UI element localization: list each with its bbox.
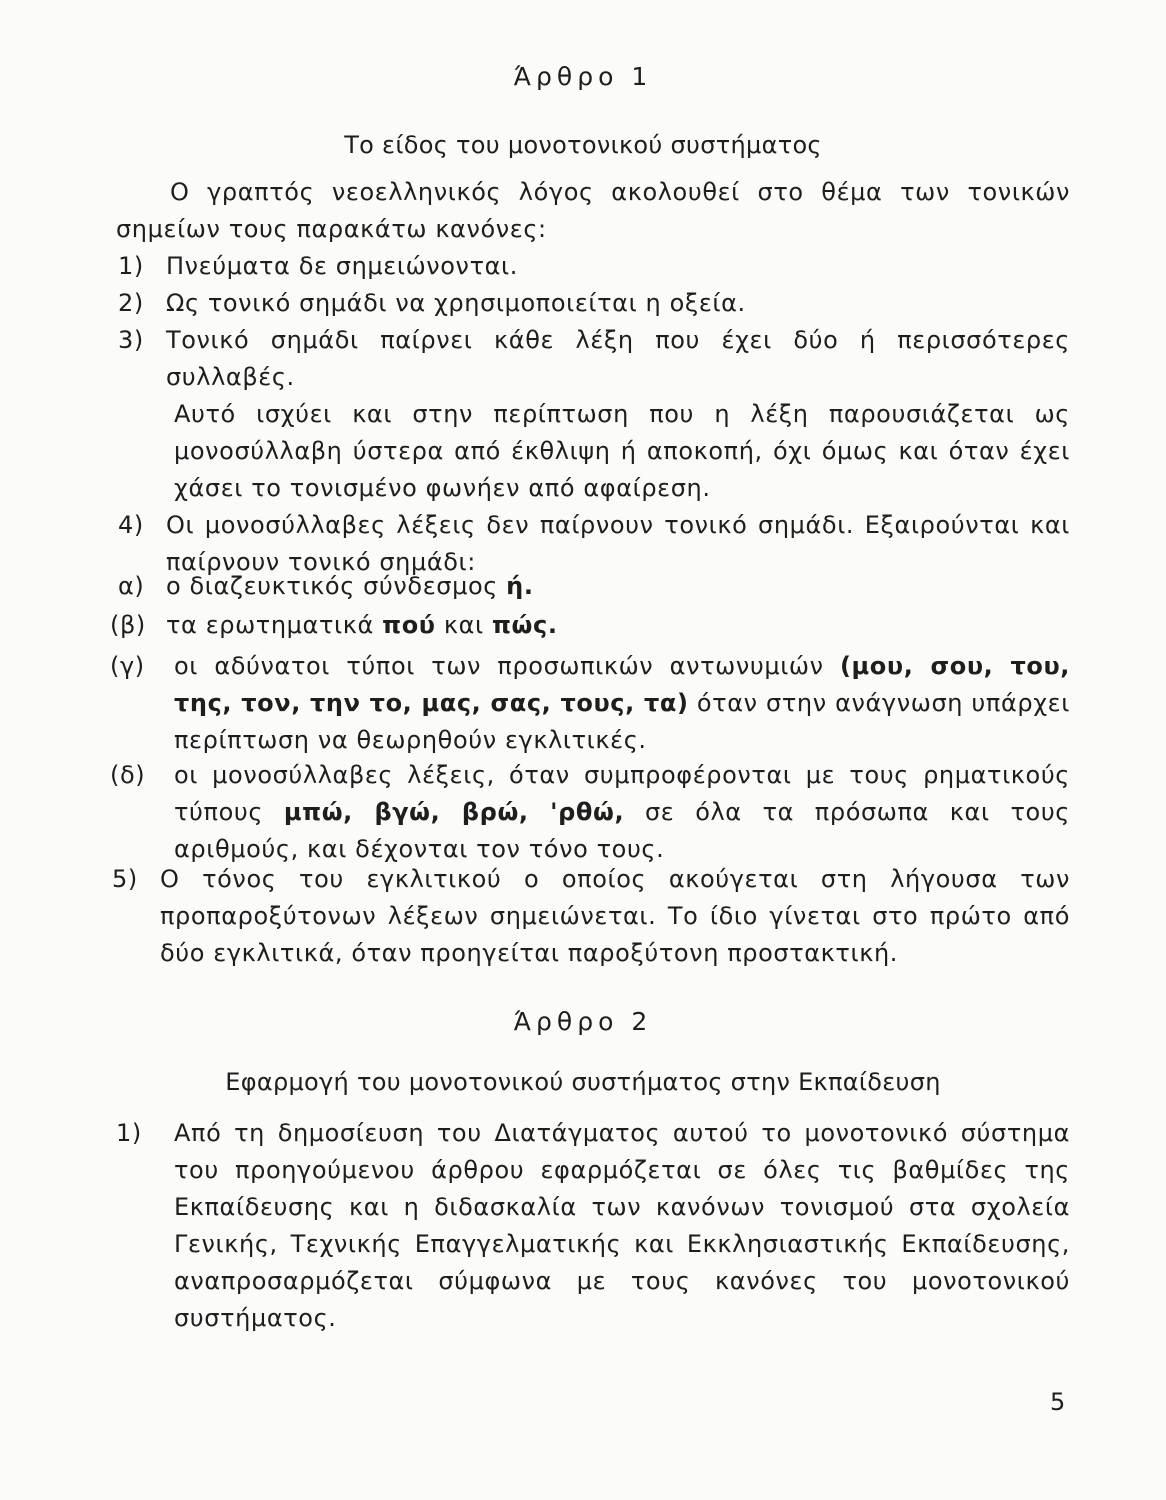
rule-5 [112, 861, 1070, 972]
article-1-subtitle: Το είδος του μονοτονικού συστήματος [344, 131, 822, 159]
rule-text: Οι μονοσύλλαβες λέξεις δεν παίρνουν τονικό σημάδι. Εξαιρούνται και παίρνουν τονικό σημάδι: [166, 511, 1070, 576]
subrule-label: (β) [110, 611, 146, 639]
rule-text: Από τη δημοσίευση του Διατάγματος αυτού το μονοτονικό σύστημα του προηγούμενου άρθρου εφαρμόζεται σε όλες τις βαθμίδες της Εκπαίδευσης και η διδασκαλία των κανόνων τονισμού στα σχολεία Γενικής, Τεχνικής Επαγγελματικής και Εκκλησιαστικής Εκπαίδευσης, αναπροσαρμόζεται σύμφωνα με τους κανόνες του μονοτονικού συστήματος. [174, 1119, 1070, 1332]
rule-label: 4) [118, 511, 144, 539]
article-2-rule-1 [116, 1115, 1070, 1337]
rule-label: 1) [118, 252, 144, 280]
rule-text: Ως τονικό σημάδι να χρησιμοποιείται η οξεία. [166, 289, 746, 317]
rule-text: Ο τόνος του εγκλιτικού ο οποίος ακούγεται στη λήγουσα των προπαροξύτονων λέξεων σημειώνεται. Το ίδιο γίνεται στο πρώτο από δύο εγκλιτικά, όταν προηγείται παροξύτονη προστακτική. [160, 865, 1070, 967]
subrule-text: ο διαζευκτικός σύνδεσμος ή. [166, 572, 534, 600]
page-number: 5 [1050, 1388, 1066, 1416]
subrule-label: α) [118, 572, 145, 600]
subrule-label: (γ) [110, 652, 145, 680]
rule-text: Τονικό σημάδι παίρνει κάθε λέξη που έχει δύο ή περισσότερες συλλαβές. [166, 326, 1070, 391]
subrule-d [110, 757, 1070, 868]
article-1-title: Άρθρο 1 [513, 62, 653, 91]
rule-label: 3) [118, 326, 144, 354]
article-2-title: Άρθρο 2 [513, 1007, 653, 1036]
rule-text: Πνεύματα δε σημειώνονται. [166, 252, 518, 280]
subrule-text: οι μονοσύλλαβες λέξεις, όταν συμπροφέρονται με τους ρηματικούς τύπους μπώ, βγώ, βρώ, 'ρθώ, σε όλα τα πρόσωπα και τους αριθμούς, και δέχονται τον τόνο τους. [174, 761, 1070, 863]
subrule-text: οι αδύνατοι τύποι των προσωπικών αντωνυμιών (μου, σου, του, της, τον, την το, μας, σας, τους, τα) όταν στην ανάγνωση υπάρχει περίπτωση να θεωρηθούν εγκλιτικές. [174, 652, 1070, 754]
rule-3-note [118, 396, 1070, 507]
article-1-intro: Ο γραπτός νεοελληνικός λόγος ακολουθεί στο θέμα των τονικών σημείων τους παρακάτω κανόνες: [116, 178, 1070, 243]
rule-label: 2) [118, 289, 144, 317]
rule-label: 1) [116, 1119, 142, 1147]
article-2-subtitle: Εφαρμογή του μονοτονικού συστήματος στην Εκπαίδευση [225, 1068, 941, 1096]
rule-3 [118, 322, 1070, 396]
subrule-label: (δ) [110, 761, 146, 789]
rule-text: Αυτό ισχύει και στην περίπτωση που η λέξη παρουσιάζεται ως μονοσύλλαβη ύστερα από έκθλιψη ή αποκοπή, όχι όμως και όταν έχει χάσει το τονισμένο φωνήεν από αφαίρεση. [174, 400, 1070, 502]
rule-label: 5) [112, 865, 138, 893]
subrule-text: τα ερωτηματικά πού και πώς. [166, 611, 558, 639]
subrule-g [110, 648, 1070, 759]
